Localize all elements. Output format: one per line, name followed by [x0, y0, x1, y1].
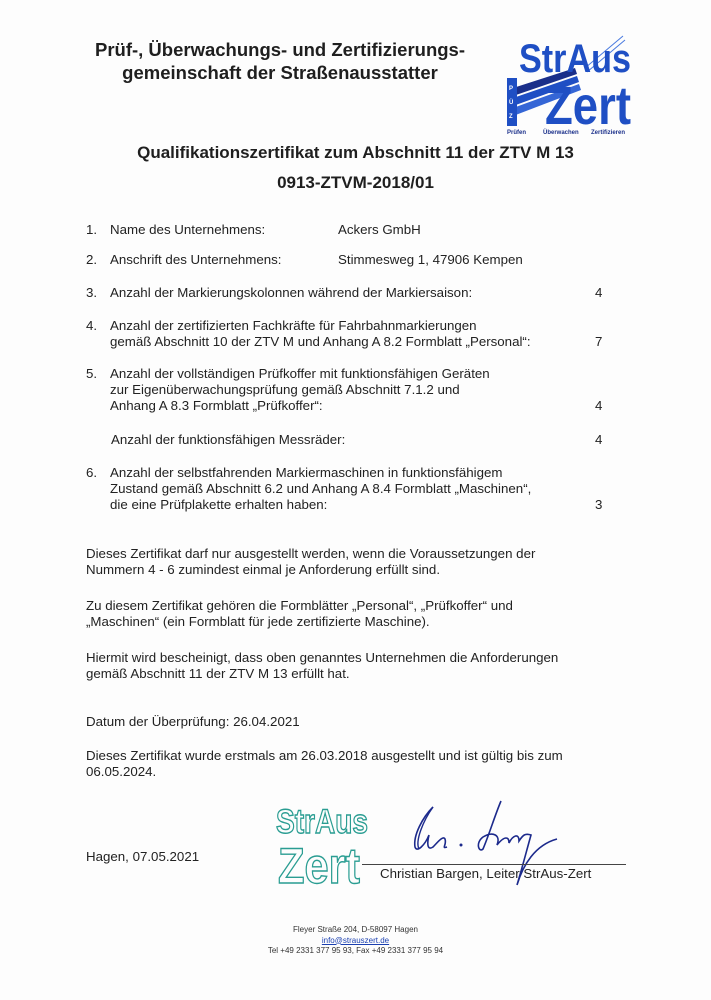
footer-address: Fleyer Straße 204, D-58097 Hagen	[293, 925, 418, 934]
paragraph-line: gemäß Abschnitt 11 der ZTV M 13 erfüllt hat.	[86, 666, 350, 681]
item-label-line: Anzahl der selbstfahrenden Markiermaschinen in funktionsfähigem	[110, 465, 503, 480]
footer-email-link[interactable]: info@strauszert.de	[321, 935, 390, 945]
logo-tagline-3: Zertifizieren	[591, 130, 626, 136]
paragraph-line: Hiermit wird bescheinigt, dass oben genanntes Unternehmen die Anforderungen	[86, 650, 559, 665]
item-label-line: die eine Prüfplakette erhalten haben:	[110, 497, 328, 512]
strauszert-logo	[505, 28, 635, 138]
paragraph-line: „Maschinen“ (ein Formblatt für jede zertifizierte Maschine).	[86, 614, 430, 629]
logo-top-text: StrAus	[519, 37, 631, 81]
place-and-date: Hagen, 07.05.2021	[86, 849, 200, 864]
paragraph-line: Dieses Zertifikat darf nur ausgestellt werden, wenn die Voraussetzungen der	[86, 546, 536, 561]
signature-line	[362, 864, 626, 865]
inspection-date: Datum der Überprüfung: 26.04.2021	[86, 714, 300, 729]
stamp-bottom-text: Zert	[278, 838, 361, 887]
logo-letter-z: Z	[509, 114, 513, 120]
org-line-2: gemeinschaft der Straßenausstatter	[122, 62, 438, 83]
stamp-icon	[272, 795, 372, 887]
item-label: Name des Unternehmens:	[110, 222, 266, 237]
item-4	[86, 318, 646, 352]
item-number: 6.	[86, 465, 98, 480]
item-5	[86, 366, 646, 416]
item-label-line: Anzahl der zertifizierten Fachkräfte für Fahrbahnmarkierungen	[110, 318, 477, 333]
item-number: 3.	[86, 285, 98, 300]
paragraph-line: 06.05.2024.	[86, 764, 157, 779]
footer	[0, 925, 711, 957]
company-name: Ackers GmbH	[338, 222, 421, 237]
item-label-line: zur Eigenüberwachungsprüfung gemäß Abschnitt 7.1.2 und	[110, 382, 460, 397]
item-value: 4	[595, 285, 603, 300]
item-label-line: gemäß Abschnitt 10 der ZTV M und Anhang A 8.2 Formblatt „Personal“:	[110, 334, 531, 349]
item-label: Anschrift des Unternehmens:	[110, 252, 282, 267]
stamp-top-text: StrAus	[276, 803, 368, 841]
paragraph-attestation	[86, 650, 666, 682]
paragraph-forms	[86, 598, 666, 630]
certificate-title: Qualifikationszertifikat zum Abschnitt 11 der ZTV M 13	[137, 143, 574, 162]
paragraph-line: Dieses Zertifikat wurde erstmals am 26.03.2018 ausgestellt und ist gültig bis zum	[86, 748, 563, 763]
org-line-1: Prüf-, Überwachungs- und Zertifizierungs-	[94, 39, 465, 60]
logo-tagline-1: Prüfen	[507, 130, 527, 136]
item-value: 4	[595, 432, 603, 447]
company-address: Stimmesweg 1, 47906 Kempen	[338, 252, 523, 267]
logo-bottom-text: Zert	[545, 76, 632, 136]
paragraph-line: Zu diesem Zertifikat gehören die Formblätter „Personal“, „Prüfkoffer“ und	[86, 598, 513, 613]
signatory-name: Christian Bargen, Leiter StrAus-Zert	[380, 866, 592, 881]
item-number: 2.	[86, 252, 98, 267]
certificate-number: 0913-ZTVM-2018/01	[277, 173, 434, 192]
item-value: 4	[595, 398, 603, 413]
logo-tagline-2: Überwachen	[543, 130, 579, 136]
item-label-line: Anhang A 8.3 Formblatt „Prüfkoffer“:	[110, 398, 323, 413]
item-label-line: Anzahl der vollständigen Prüfkoffer mit funktionsfähigen Geräten	[110, 366, 490, 381]
item-value: 7	[595, 334, 603, 349]
item-label-line: Zustand gemäß Abschnitt 6.2 und Anhang A 8.4 Formblatt „Maschinen“,	[110, 481, 532, 496]
validity-statement	[86, 748, 666, 780]
item-number: 5.	[86, 366, 98, 381]
paragraph-line: Nummern 4 - 6 zumindest einmal je Anforderung erfüllt sind.	[86, 562, 441, 577]
paragraph-conditions	[86, 546, 666, 578]
item-label: Anzahl der funktionsfähigen Messräder:	[111, 432, 346, 447]
item-value: 3	[595, 497, 603, 512]
item-number: 1.	[86, 222, 98, 237]
item-number: 4.	[86, 318, 98, 333]
logo-letter-u: Ü	[509, 100, 514, 106]
footer-phone-fax: Tel +49 2331 377 95 93, Fax +49 2331 377 95 94	[267, 946, 444, 955]
item-label: Anzahl der Markierungskolonnen während der Markiersaison:	[110, 285, 473, 300]
logo-letter-p: P	[509, 86, 514, 92]
item-6	[86, 465, 646, 515]
organization-name	[60, 38, 500, 84]
